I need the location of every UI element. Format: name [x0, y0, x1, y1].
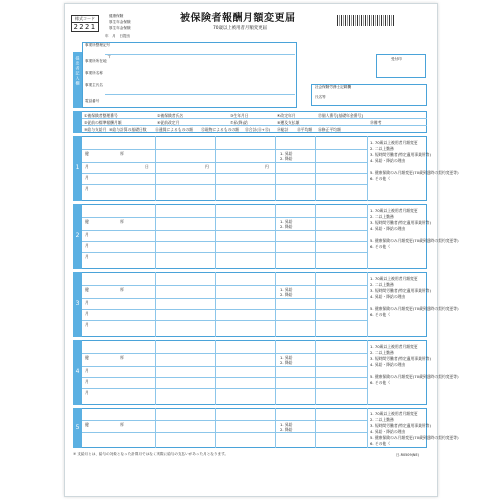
row4-remark-6[interactable]: 6. その他（: [370, 380, 391, 385]
row4-remark-4[interactable]: 4. 昇給・降給の理由: [370, 362, 406, 367]
column-16: ⑯修正平均額: [318, 127, 341, 132]
row3-month-1: 月: [85, 300, 89, 305]
submitter-section-label: 提出者記入欄: [75, 56, 81, 86]
row2-month-1: 月: [85, 232, 89, 237]
column-11: ⑪通貨によるものの額: [155, 127, 193, 132]
row5-kounen: 厚: [120, 422, 124, 427]
row2-lower[interactable]: 2. 降給: [280, 224, 293, 229]
row4-kenpo: 健: [85, 355, 89, 360]
row3-remark-4[interactable]: 4. 昇給・降給の理由: [370, 294, 406, 299]
row1-month-3: 月: [85, 186, 89, 191]
row1-remark-6[interactable]: 6. その他（: [370, 176, 391, 181]
row-number-tab-1: [73, 136, 82, 201]
row5-remark-5[interactable]: 5. 健康保険のみ月額変更(70歳到達時の契約変更等): [370, 435, 459, 440]
column-17: ⑰個人番号[基礎年金番号]: [318, 113, 363, 118]
form-code-label: 様式コード: [72, 16, 98, 23]
row5-remark-3[interactable]: 3. 短時間労働者(特定適用事業所等): [370, 423, 431, 428]
column-14: ⑭総計: [277, 127, 289, 132]
row3-remark-1[interactable]: 1. 70歳以上被用者月額変更: [370, 276, 418, 281]
column-header-tab: [73, 111, 82, 133]
column-18: ⑱備考: [370, 120, 382, 125]
row3-kenpo: 健: [85, 287, 89, 292]
row1-day-1: 日: [145, 164, 149, 169]
row1-remark-1[interactable]: 1. 70歳以上被用者月額変更: [370, 140, 418, 145]
row4-kounen: 厚: [120, 355, 124, 360]
row2-remark-4[interactable]: 4. 昇給・降給の理由: [370, 226, 406, 231]
reception-stamp-label: 受付印: [391, 57, 402, 61]
row5-remark-1[interactable]: 1. 70歳以上被用者月額変更: [370, 411, 418, 416]
row5-remark-6[interactable]: 6. その他（: [370, 441, 391, 446]
row5-raise[interactable]: 1. 昇給: [280, 422, 293, 427]
footer-form-code: 日-R0509(NE): [396, 453, 419, 457]
row1-kounen: 厚: [120, 151, 124, 156]
sharoushi-name-label: 氏名等: [315, 95, 326, 99]
row1-kenpo: 健: [85, 151, 89, 156]
agency-line1: 健康保険: [109, 14, 124, 18]
row2-month-3: 月: [85, 254, 89, 259]
sharoushi-label: 社会保険労務士記載欄: [315, 85, 351, 89]
row-number-5: 5: [75, 424, 80, 431]
column-12: ⑫現物によるものの額: [201, 127, 239, 132]
footer-note: ⑦ 支給月とは、給与の対象となった計算月ではなく実際に給与の支払いがあった月となります。: [73, 452, 228, 456]
submit-date-label: 年 月 日提出: [105, 34, 131, 38]
column-15: ⑮平均額: [297, 127, 313, 132]
row3-month-2: 月: [85, 311, 89, 316]
form-code-value: 2221: [73, 23, 97, 31]
row3-lower[interactable]: 2. 降給: [280, 292, 293, 297]
row2-remark-5[interactable]: 5. 健康保険のみ月額変更(70歳到達時の契約変更等): [370, 238, 459, 243]
column-7: ⑦昇(降)給: [230, 120, 248, 125]
row4-month-1: 月: [85, 368, 89, 373]
row-number-4: 4: [75, 368, 80, 375]
row1-remark-5[interactable]: 5. 健康保険のみ月額変更(70歳到達時の契約変更等): [370, 170, 459, 175]
column-3: ③生年月日: [230, 113, 249, 118]
barcode: [337, 15, 395, 26]
office-code-label: 事業所整理記号: [85, 43, 111, 47]
row3-remark-3[interactable]: 3. 短時間労働者(特定適用事業所等): [370, 288, 431, 293]
column-4: ④改定年月: [277, 113, 296, 118]
row5-remark-2[interactable]: 2. 二以上勤務: [370, 417, 394, 422]
phone-label: 電話番号: [85, 99, 100, 103]
column-8: ⑧遡及支払額: [277, 120, 300, 125]
row4-remark-1[interactable]: 1. 70歳以上被用者月額変更: [370, 344, 418, 349]
row1-yen-2: 円: [265, 164, 269, 169]
office-name-label: 事業所名称: [85, 71, 103, 75]
row4-remark-5[interactable]: 5. 健康保険のみ月額変更(70歳到達時の契約変更等): [370, 374, 459, 379]
row4-raise[interactable]: 1. 昇給: [280, 355, 293, 360]
row-number-tab-5: [73, 408, 82, 448]
row1-remark-4[interactable]: 4. 昇給・降給の理由: [370, 158, 406, 163]
row-number-tab-4: [73, 340, 82, 405]
row1-lower[interactable]: 2. 降給: [280, 156, 293, 161]
row1-yen-1: 円: [205, 164, 209, 169]
row1-remark-3[interactable]: 3. 短時間労働者(特定適用事業所等): [370, 152, 431, 157]
owner-name-label: 事業主氏名: [85, 83, 103, 87]
row3-kounen: 厚: [120, 287, 124, 292]
submitter-box: [82, 42, 297, 108]
row-number-2: 2: [75, 232, 80, 239]
row2-remark-3[interactable]: 3. 短時間労働者(特定適用事業所等): [370, 220, 431, 225]
column-1: ①被保険者整理番号: [84, 113, 118, 118]
row5-lower[interactable]: 2. 降給: [280, 427, 293, 432]
row5-kenpo: 健: [85, 422, 89, 427]
row-number-3: 3: [75, 300, 80, 307]
row5-remark-4[interactable]: 4. 昇給・降給の理由: [370, 429, 406, 434]
row3-remark-5[interactable]: 5. 健康保険のみ月額変更(70歳到達時の契約変更等): [370, 306, 459, 311]
row2-remark-1[interactable]: 1. 70歳以上被用者月額変更: [370, 208, 418, 213]
row1-remark-2[interactable]: 2. 二以上勤務: [370, 146, 394, 151]
column-9: ⑨給与支給月: [84, 127, 107, 132]
agency-line3: 厚生年金保険: [109, 26, 131, 30]
agency-line2: 厚生年金保険: [109, 20, 131, 24]
column-6: ⑥従前改定月: [157, 120, 180, 125]
submitter-section-tab: [73, 52, 82, 108]
row3-remark-2[interactable]: 2. 二以上勤務: [370, 282, 394, 287]
row4-lower[interactable]: 2. 降給: [280, 360, 293, 365]
row4-remark-2[interactable]: 2. 二以上勤務: [370, 350, 394, 355]
row2-remark-6[interactable]: 6. その他（: [370, 244, 391, 249]
column-2: ②被保険者氏名: [157, 113, 184, 118]
row-number-1: 1: [75, 164, 80, 171]
row2-kenpo: 健: [85, 219, 89, 224]
column-10: ⑩給与計算の基礎日数: [109, 127, 147, 132]
row1-month-2: 月: [85, 175, 89, 180]
reception-stamp-box: [376, 54, 426, 78]
form-sheet: [64, 3, 459, 497]
row3-month-3: 月: [85, 322, 89, 327]
zip-mark: 〒: [107, 55, 112, 60]
form-subtitle: 70歳以上被用者月額変更届: [213, 26, 267, 31]
row4-month-3: 月: [85, 390, 89, 395]
column-13: ⑬合計(⑪+⑫): [245, 127, 271, 132]
row2-raise[interactable]: 1. 昇給: [280, 219, 293, 224]
form-title: 被保険者報酬月額変更届: [180, 13, 296, 24]
office-address-label: 事業所所在地: [85, 59, 107, 63]
form-code-box: [71, 15, 99, 32]
row2-month-2: 月: [85, 243, 89, 248]
row4-remark-3[interactable]: 3. 短時間労働者(特定適用事業所等): [370, 356, 431, 361]
row-number-tab-3: [73, 272, 82, 337]
row3-raise[interactable]: 1. 昇給: [280, 287, 293, 292]
row1-raise[interactable]: 1. 昇給: [280, 151, 293, 156]
row2-remark-2[interactable]: 2. 二以上勤務: [370, 214, 394, 219]
row1-month-1: 月: [85, 164, 89, 169]
row-number-tab-2: [73, 204, 82, 269]
column-5: ⑤従前の標準報酬月額: [84, 120, 122, 125]
row4-month-2: 月: [85, 379, 89, 384]
row3-remark-6[interactable]: 6. その他（: [370, 312, 391, 317]
row2-kounen: 厚: [120, 219, 124, 224]
